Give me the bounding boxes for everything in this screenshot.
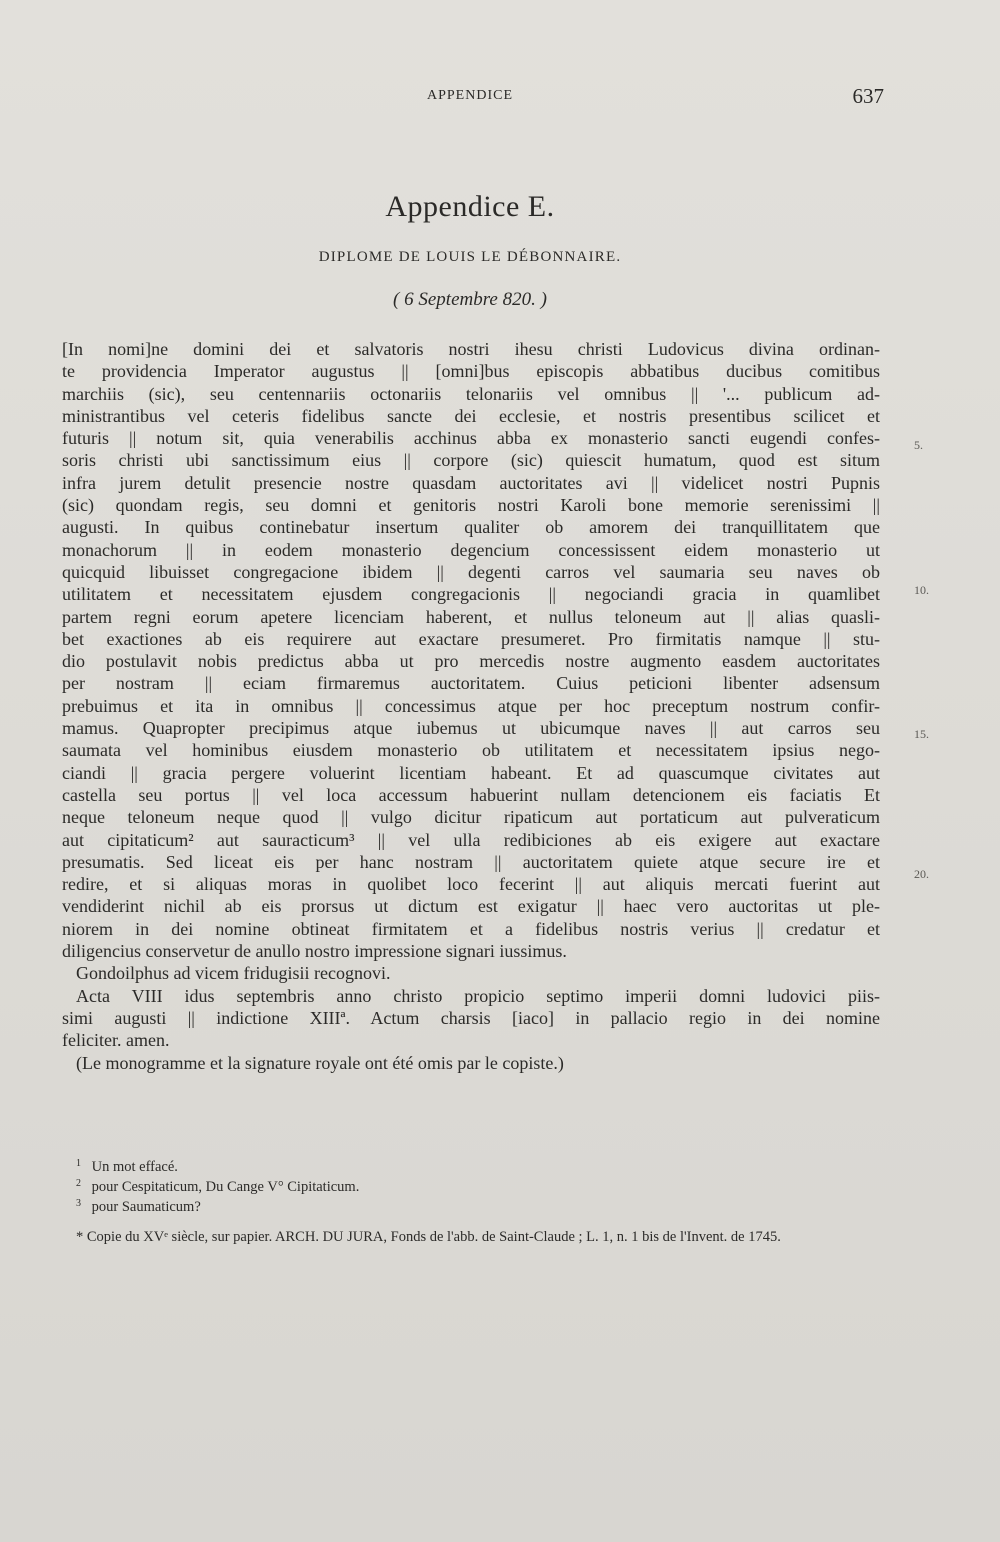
footnote-mark: 1 xyxy=(76,1158,81,1169)
footnote-text: pour Cespitaticum, Du Cange V° Cipitaticum. xyxy=(91,1179,360,1195)
text-line: augusti. In quibus continebatur insertum qualiter ob amorem dei tranquillitatem que xyxy=(62,517,880,538)
page-number: 637 xyxy=(852,84,884,108)
text-line: prebuimus et ita in omnibus || concessimus atque per hoc preceptum nostrum confir- xyxy=(62,695,880,716)
text-line: mamus. Quapropter precipimus atque iubemus ut ubicumque naves || aut carros seu xyxy=(62,718,880,739)
text-line: Gondoilphus ad vicem fridugisii recognovi. xyxy=(76,963,391,984)
text-line: per nostram || eciam firmaremus auctoritatem. Cuius peticioni libenter adsensum xyxy=(62,673,880,694)
footnote xyxy=(62,1157,880,1177)
text-line: quicquid libuisset congregacione ibidem || degenti carros vel saumaria seu naves ob xyxy=(62,561,880,582)
text-line: futuris || notum sit, quia venerabilis acchinus abba ex monasterio sancti eugendi confes- xyxy=(62,428,880,449)
text-line: saumata vel hominibus eiusdem monasterio ob utilitatem et necessitatem ipsius nego- xyxy=(62,740,880,761)
line-number: 5. xyxy=(914,438,923,452)
text-line: monachorum || in eodem monasterio degencium concessissent eidem monasterio ut xyxy=(62,539,880,560)
footnote-mark: 3 xyxy=(76,1198,81,1209)
text-line: presumatis. Sed liceat eis per hanc nostram || auctoritatem quiete atque secure ire et xyxy=(62,851,880,872)
source-note: * Copie du XVᵉ siècle, sur papier. ARCH. DU JURA, Fonds de l'abb. de Saint-Claude ; L. 1, n. 1 bis de l'Invent. de 1745. xyxy=(76,1229,781,1245)
text-line: aut cipitaticum² aut sauracticum³ || vel ulla redibiciones ab eis exigere aut exactare xyxy=(62,829,880,850)
text-line: infra jurem detulit presencie nostre quasdam auctoritates avi || videlicet nostri Pupnis xyxy=(62,472,880,493)
text-line: bet exactiones ab eis requirere aut exactare presumeret. Pro firmitatis namque || stu- xyxy=(62,628,880,649)
running-title: APPENDICE xyxy=(426,88,513,103)
text-line: redire, et si aliquas moras in quolibet loco fecerint || aut aliquis mercati fuerint aut xyxy=(62,874,880,895)
text-line: utilitatem et necessitatem ejusdem congregacionis || negociandi gracia in quamlibet xyxy=(62,584,880,605)
text-line: neque teloneum neque quod || vulgo dicitur ripaticum aut portaticum aut pulveraticum xyxy=(62,807,880,828)
text-line: castella seu portus || vel loca accessum habuerint nullam detencionem eis faciatis Et xyxy=(62,784,880,805)
text-line: Acta VIII idus septembris anno christo propicio septimo imperii domni ludovici piis- xyxy=(76,985,880,1006)
text-line: [In nomi]ne domini dei et salvatoris nostri ihesu christi Ludovicus divina ordinan- xyxy=(62,339,880,359)
text-line: soris christi ubi sanctissimum eius || corpore (sic) quiescit humatum, quod est situm xyxy=(62,450,880,471)
text-line: vendiderint nichil ab eis prorsus ut dictum est exigatur || haec vero auctoritas ut ple- xyxy=(62,896,880,917)
text-line: marchiis (sic), seu centennariis octonariis telonariis vel omnibus || '... publicum ad- xyxy=(62,383,880,404)
text-line: te providencia Imperator augustus || [omni]bus episcopis abbatibus ducibus comitibus xyxy=(62,361,880,382)
text-line: feliciter. amen. xyxy=(62,1030,170,1051)
line-number: 10. xyxy=(914,583,929,597)
footnote xyxy=(62,1197,880,1217)
charter-text xyxy=(62,338,880,1074)
text-line: partem regni eorum apetere licenciam haberent, et nullus teloneum aut || alias quasli- xyxy=(62,606,880,627)
text-line: niorem in dei nomine obtineat firmitatem et a fidelibus nostris verius || credatur et xyxy=(62,918,880,939)
appendix-heading: Appendice E. xyxy=(385,190,555,223)
footnotes xyxy=(62,1157,880,1247)
document-subheading: DIPLOME DE LOUIS LE DÉBONNAIRE. xyxy=(318,249,622,265)
footnote-mark: 2 xyxy=(76,1178,81,1189)
text-line: dio postulavit nobis predictus abba ut pro mercedis nostre augmento easdem auctoritates xyxy=(62,651,880,672)
footnote xyxy=(62,1177,880,1197)
line-number: 15. xyxy=(914,727,929,741)
text-line: simi augusti || indictione XIIIª. Actum charsis [iaco] in pallacio regio in dei nomine xyxy=(62,1007,880,1028)
footnote-text: pour Saumaticum? xyxy=(91,1199,201,1215)
text-line: diligencius conservetur de anullo nostro impressione signari iussimus. xyxy=(62,941,567,962)
document-date: ( 6 Septembre 820. ) xyxy=(393,289,547,310)
line-number: 20. xyxy=(914,867,929,881)
text-line: (Le monogramme et la signature royale ont été omis par le copiste.) xyxy=(76,1052,564,1073)
footnote-text: Un mot effacé. xyxy=(91,1159,178,1175)
text-line: ciandi || gracia pergere voluerint licentiam habeant. Et ad quascumque civitates aut xyxy=(62,762,880,783)
running-header xyxy=(60,84,884,110)
text-line: (sic) quondam regis, seu domni et genitoris nostri Karoli bone memorie serenissimi || xyxy=(62,495,880,516)
text-line: ministrantibus vel ceteris fidelibus sancte dei ecclesie, et nostris presentibus scilicet et xyxy=(62,405,880,426)
